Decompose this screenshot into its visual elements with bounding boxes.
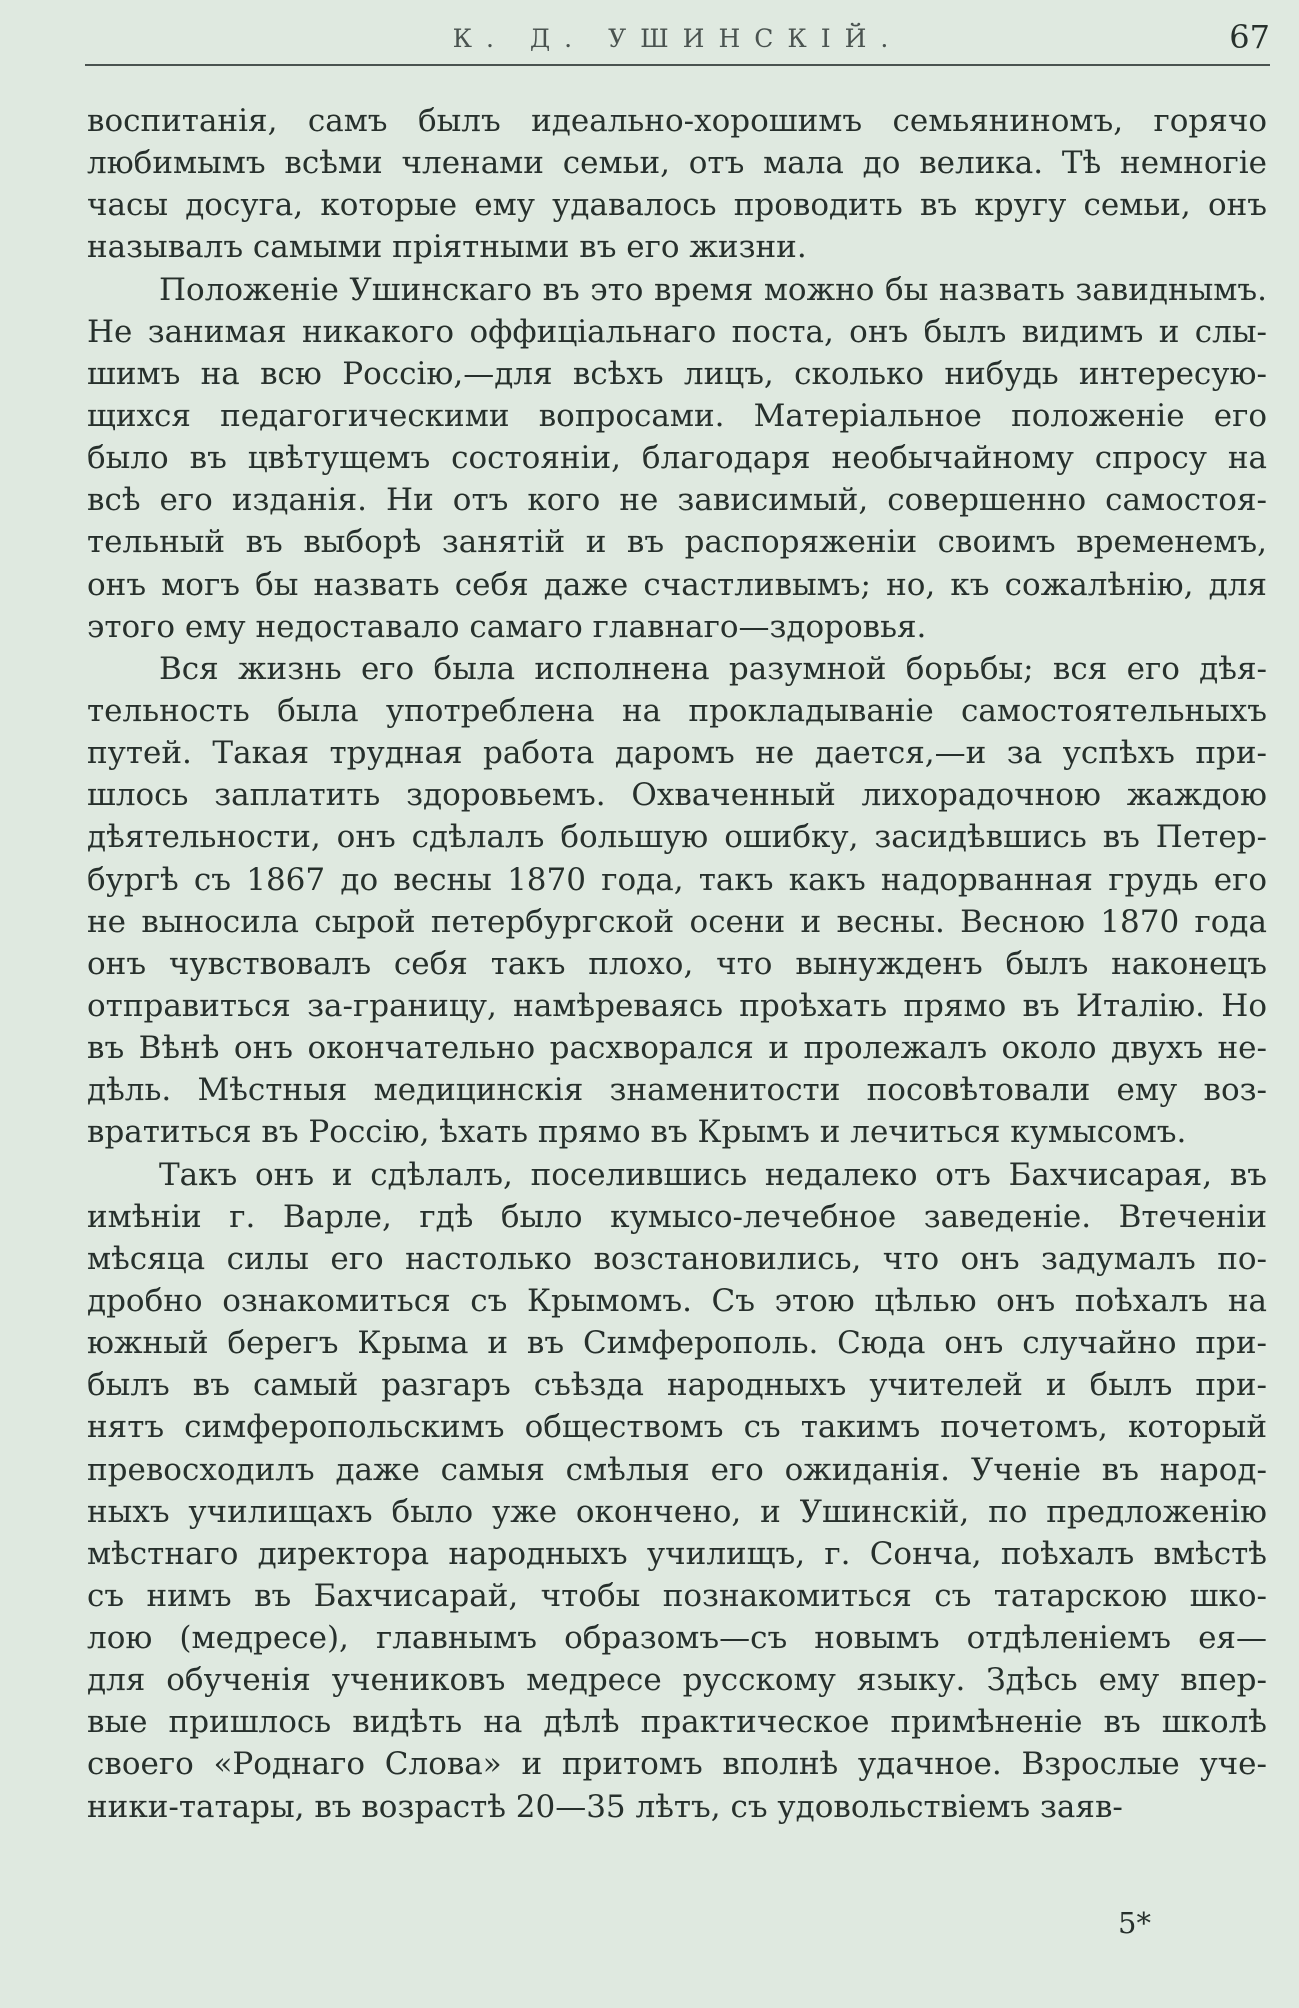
text-line: вые пришлось видѣть на дѣлѣ практическое примѣненіе въ школѣ: [87, 1704, 1267, 1741]
header-rule: [85, 64, 1270, 66]
text-line: въ Вѣнѣ онъ окончательно расхворался и пролежалъ около двухъ не-: [87, 1030, 1267, 1067]
text-line: лою (медресе), главнымъ образомъ—съ новымъ отдѣленіемъ ея—: [87, 1620, 1267, 1657]
text-line: тельный въ выборѣ занятій и въ распоряженіи своимъ временемъ,: [87, 524, 1267, 561]
text-line: ники-татары, въ возрастѣ 20—35 лѣтъ, съ удовольствіемъ заяв-: [87, 1788, 1123, 1825]
text-line: Положеніе Ушинскаго въ это время можно бы назвать завиднымъ.: [159, 271, 1267, 308]
text-line: дѣль. Мѣстныя медицинскія знаменитости посовѣтовали ему воз-: [87, 1072, 1267, 1109]
text-line: было въ цвѣтущемъ состояніи, благодаря необычайному спросу на: [87, 440, 1267, 477]
text-line: путей. Такая трудная работа даромъ не дается,—и за успѣхъ при-: [87, 735, 1267, 772]
text-line: часы досуга, которые ему удавалось проводить въ кругу семьи, онъ: [87, 187, 1267, 224]
text-line: шлось заплатить здоровьемъ. Охваченный лихорадочною жаждою: [87, 777, 1267, 814]
text-line: нятъ симферопольскимъ обществомъ съ такимъ почетомъ, который: [87, 1409, 1267, 1446]
text-line: мѣстнаго директора народныхъ училищъ, г. Сончa, поѣхалъ вмѣстѣ: [87, 1535, 1267, 1572]
text-line: называлъ самыми пріятными въ его жизни.: [87, 229, 807, 266]
text-line: этого ему недоставало самаго главнаго—здоровья.: [87, 608, 927, 645]
page-number: 67: [1229, 18, 1270, 56]
text-line: дѣятельности, онъ сдѣлалъ большую ошибку, засидѣвшись въ Петер-: [87, 819, 1267, 856]
text-line: для обученія учениковъ медресе русскому языку. Здѣсь ему впер-: [87, 1662, 1267, 1699]
text-line: былъ въ самый разгаръ съѣзда народныхъ учителей и былъ при-: [87, 1367, 1267, 1404]
text-line: всѣ его изданія. Ни отъ кого не зависимый, совершенно самостоя-: [87, 482, 1267, 519]
text-line: Вся жизнь его была исполнена разумной борьбы; вся его дѣя-: [159, 650, 1267, 687]
text-line: вратиться въ Россію, ѣхать прямо въ Крымъ и лечиться кумысомъ.: [87, 1114, 1187, 1151]
text-line: съ нимъ въ Бахчисарай, чтобы познакомиться съ татарскою шко-: [87, 1577, 1267, 1614]
page-header: [85, 18, 1270, 66]
text-line: мѣсяца силы его настолько возстановились, что онъ задумалъ по-: [87, 1240, 1267, 1277]
text-line: онъ чувствовалъ себя такъ плохо, что вынужденъ былъ наконецъ: [87, 945, 1267, 982]
text-line: Такъ онъ и сдѣлалъ, поселившись недалеко отъ Бахчисарая, въ: [159, 1156, 1267, 1193]
text-line: не выносила сырой петербургской осени и весны. Весною 1870 года: [87, 903, 1267, 940]
text-line: превосходилъ даже самыя смѣлыя его ожиданія. Ученіе въ народ-: [87, 1451, 1267, 1488]
text-line: шимъ на всю Россію,—для всѣхъ лицъ, сколько нибудь интересую-: [87, 355, 1267, 392]
text-line: Не занимая никакого оффиціальнаго поста, онъ былъ видимъ и слы-: [87, 313, 1267, 350]
body-text: [87, 100, 1267, 1828]
text-line: своего «Роднаго Слова» и притомъ вполнѣ удачное. Взрослые уче-: [87, 1746, 1267, 1783]
text-line: имѣніи г. Варле, гдѣ было кумысо-лечебное заведеніе. Втеченіи: [87, 1198, 1267, 1235]
text-line: южный берегъ Крыма и въ Симферополь. Сюда онъ случайно при-: [87, 1325, 1267, 1362]
text-line: любимымъ всѣми членами семьи, отъ мала до велика. Тѣ немногіе: [87, 145, 1267, 182]
text-line: бургѣ съ 1867 до весны 1870 года, такъ какъ надорванная грудь его: [87, 861, 1267, 898]
text-line: тельность была употреблена на прокладываніе самостоятельныхъ: [87, 692, 1267, 729]
signature-mark: 5*: [1118, 1906, 1151, 1940]
text-line: щихся педагогическими вопросами. Матеріальное положеніе его: [87, 397, 1267, 434]
text-line: дробно ознакомиться съ Крымомъ. Съ этою цѣлью онъ поѣхалъ на: [87, 1282, 1267, 1319]
text-line: воспитанія, самъ былъ идеально-хорошимъ семьяниномъ, горячо: [87, 103, 1267, 139]
text-line: отправиться за-границу, намѣреваясь проѣхать прямо въ Италію. Но: [87, 987, 1267, 1024]
running-head: К. Д. УШИНСКІЙ.: [452, 24, 903, 53]
text-line: онъ могъ бы назвать себя даже счастливымъ; но, къ сожалѣнію, для: [87, 566, 1267, 603]
text-line: ныхъ училищахъ было уже окончено, и Ушинскій, по предложенію: [87, 1493, 1267, 1530]
